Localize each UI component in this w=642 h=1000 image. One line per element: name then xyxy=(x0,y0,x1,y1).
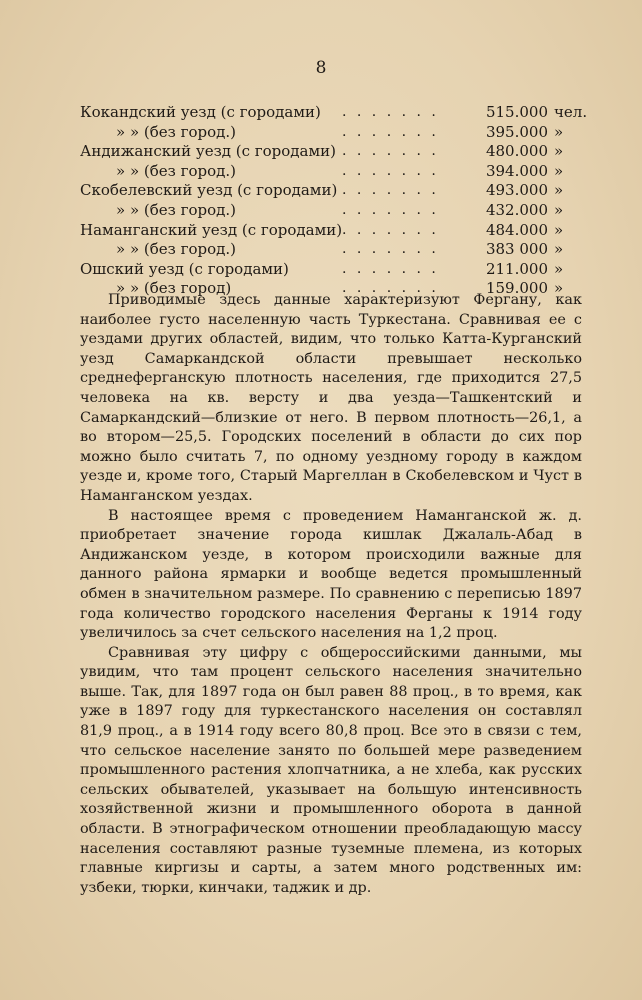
table-row xyxy=(80,142,586,162)
row-value: 480.000 xyxy=(485,142,548,161)
row-value: 395.000 xyxy=(485,122,548,141)
row-label: » » (без город) xyxy=(116,279,232,298)
leader-dots: . . . . . . . xyxy=(342,123,439,140)
leader-dots: . . . . . . . xyxy=(342,104,439,120)
leader-dots: . . . . . . . xyxy=(342,241,439,258)
row-unit: » xyxy=(554,161,564,180)
row-unit: чел. xyxy=(554,103,588,121)
paragraph: Приводимые здесь данные характеризуют Фергану, как наиболее густо населенную часть Туркестана. Сравнивая ее с уездами других областей, видим, что только Катта-Курганский уезд Самаркандской области превышает несколько среднеферганскую плотность населения, где приходится 27,5 человека на кв. версту и два уезда—Ташкентский и Самаркандский—близкие от него. В первом плотность—26,1, а во втором—25,5. Городских поселений в области до сих пор можно было считать 7, по одному уездному городу в каждом уезде и, кроме того, Старый Маргеллан в Скобелевском и Чуст в Наманганском уездах. xyxy=(80,292,582,504)
table-row xyxy=(80,181,586,201)
body-text xyxy=(80,291,582,898)
leader-dots: . . . . . . . xyxy=(342,260,439,277)
table-row xyxy=(80,103,586,123)
table-row xyxy=(80,123,586,143)
row-value: 432.000 xyxy=(485,200,548,219)
population-table xyxy=(80,103,586,299)
row-label: Андижанский уезд (с городами) xyxy=(80,142,336,161)
row-value: 211.000 xyxy=(485,259,548,278)
row-value: 493.000 xyxy=(485,181,548,200)
row-unit: » xyxy=(554,122,564,141)
table-row xyxy=(80,240,586,260)
row-unit: » xyxy=(554,240,564,259)
row-label: Ошский уезд (с городами) xyxy=(80,259,289,278)
row-label: Кокандский уезд (с городами) xyxy=(80,103,321,121)
row-label: » » (без город.) xyxy=(116,122,236,141)
leader-dots: . . . . . . . xyxy=(342,280,439,297)
table-row xyxy=(80,221,586,241)
leader-dots: . . . . . . . xyxy=(342,201,439,218)
row-unit: » xyxy=(554,259,564,278)
leader-dots: . . . . . . . xyxy=(342,143,439,160)
row-unit: » xyxy=(554,200,564,219)
row-value: 394.000 xyxy=(485,161,548,180)
row-unit: » xyxy=(554,181,564,200)
table-row xyxy=(80,260,586,280)
row-label: » » (без город.) xyxy=(116,200,236,219)
row-value: 159.000 xyxy=(485,279,548,298)
leader-dots: . . . . . . . xyxy=(342,221,439,238)
row-unit: » xyxy=(554,220,564,239)
row-label: » » (без город.) xyxy=(116,240,236,259)
table-row xyxy=(80,162,586,182)
paragraph: Сравнивая эту цифру с общероссийскими данными, мы увидим, что там процент сельского населения значительно выше. Так, для 1897 года он был равен 88 проц., в то время, как уже в 1897 году для туркестанского населения он составлял 81,9 проц., а в 1914 году всего 80,8 проц. Все это в связи с тем, что сельское население занято по большей мере разведением промышленного растения хлопчатника, а не хлеба, как русских сельских обывателей, указывает на большую интенсивность хозяйственной жизни и промышленного оборота в данной области. В этнографическом отношении преобладающую массу населения составляют разные туземные племена, из которых главные киргизы и сарты, а затем много родственных им: узбеки, тюрки, кинчаки, таджик и др. xyxy=(80,644,582,896)
row-value: 484.000 xyxy=(485,220,548,239)
row-value: 515.000 xyxy=(485,103,548,121)
row-label: » » (без город.) xyxy=(116,161,236,180)
row-label: Наманганский уезд (с городами) xyxy=(80,220,343,239)
row-unit: » xyxy=(554,279,564,298)
leader-dots: . . . . . . . xyxy=(342,182,439,199)
leader-dots: . . . . . . . xyxy=(342,162,439,179)
paragraph: В настоящее время с проведением Наманганской ж. д. приобретает значение города кишлак Джалаль-Абад в Андижанском уезде, в котором происходили важные для данного района ярмарки и вообще ведется промышленный обмен в значительном размере. По сравнению с переписью 1897 года количество городского населения Ферганы к 1914 году увеличилось за счет сельского населения на 1,2 проц. xyxy=(80,507,582,642)
row-label: Скобелевский уезд (с городами) xyxy=(80,181,338,200)
table-row xyxy=(80,201,586,221)
page-number: 8 xyxy=(315,58,327,78)
row-value: 383 000 xyxy=(485,240,548,259)
row-unit: » xyxy=(554,142,564,161)
